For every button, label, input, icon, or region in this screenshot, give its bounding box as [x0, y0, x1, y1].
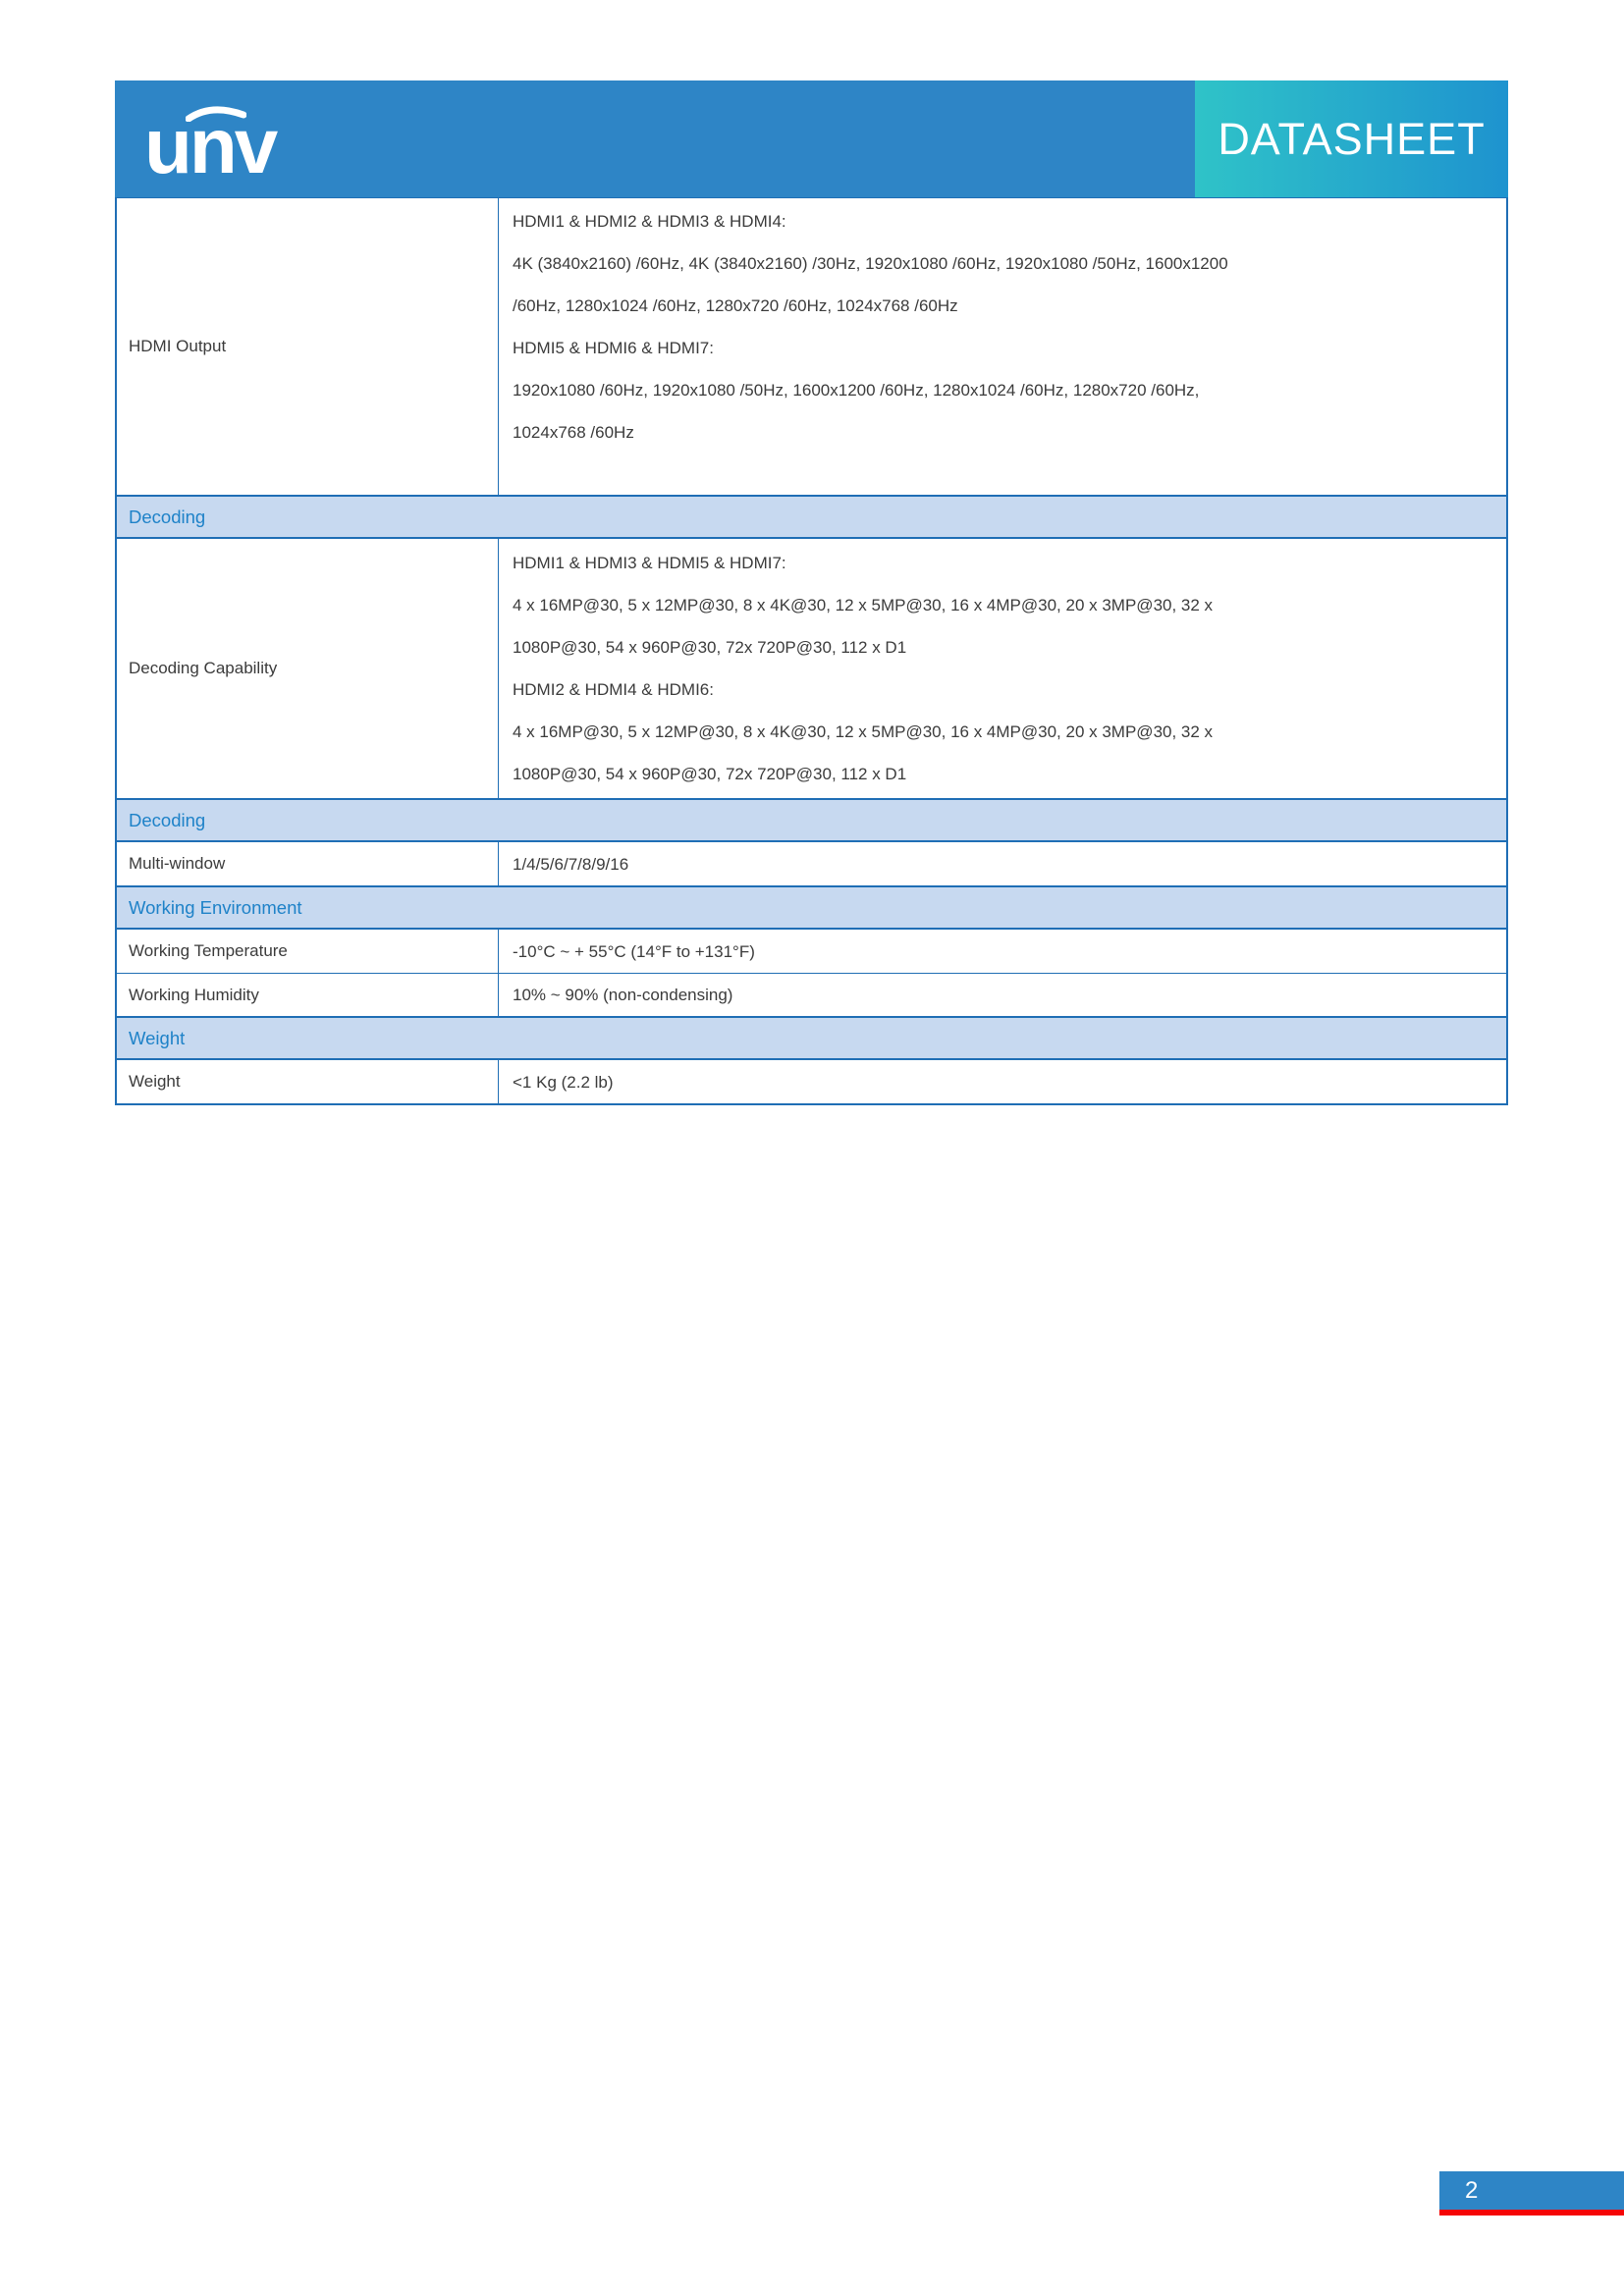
page-number: 2 [1465, 2176, 1479, 2204]
spec-value [499, 1060, 1506, 1103]
table-row-hdmi-output [117, 198, 1506, 495]
logo-arc-icon [186, 104, 246, 122]
section-label: Decoding [129, 809, 206, 830]
table-row-working-humidity [117, 973, 1506, 1016]
table-row-decoding-capability [117, 539, 1506, 798]
spec-value-line: HDMI1 & HDMI2 & HDMI3 & HDMI4: [513, 212, 786, 231]
spec-value-line: 4 x 16MP@30, 5 x 12MP@30, 8 x 4K@30, 12 x 5MP@30, 16 x 4MP@30, 20 x 3MP@30, 32 x [513, 722, 1214, 741]
spec-value-line: 1080P@30, 54 x 960P@30, 72x 720P@30, 112 x D1 [513, 638, 907, 657]
spec-label: HDMI Output [117, 198, 499, 495]
spec-value-line: HDMI2 & HDMI4 & HDMI6: [513, 680, 714, 699]
spec-label: Decoding Capability [117, 539, 499, 798]
section-header-weight [117, 1016, 1506, 1060]
spec-label: Weight [117, 1060, 499, 1103]
spec-value-line: <1 Kg (2.2 lb) [513, 1072, 614, 1092]
spec-value-line: 10% ~ 90% (non-condensing) [513, 986, 733, 1004]
spec-value-line: HDMI5 & HDMI6 & HDMI7: [513, 339, 714, 357]
spec-value [499, 198, 1506, 495]
page-number-badge [1439, 2171, 1624, 2216]
spec-value-line: 4 x 16MP@30, 5 x 12MP@30, 8 x 4K@30, 12 x 5MP@30, 16 x 4MP@30, 20 x 3MP@30, 32 x [513, 596, 1214, 614]
spec-value [499, 539, 1506, 798]
datasheet-banner [1195, 80, 1508, 198]
spec-label: Multi-window [117, 842, 499, 885]
section-label: Working Environment [129, 896, 302, 918]
spec-value-line: 4K (3840x2160) /60Hz, 4K (3840x2160) /30Hz, 1920x1080 /60Hz, 1920x1080 /50Hz, 1600x1200 [513, 254, 1228, 273]
table-row-working-temperature [117, 930, 1506, 973]
table-row-weight [117, 1060, 1506, 1103]
section-header-working-environment [117, 885, 1506, 930]
section-label: Weight [129, 1027, 186, 1048]
section-label: Decoding [129, 506, 206, 527]
spec-value-line: 1024x768 /60Hz [513, 423, 634, 442]
spec-table [115, 197, 1508, 1105]
logo-text: unv [144, 102, 276, 189]
header-band [115, 80, 1508, 198]
unv-logo [144, 80, 275, 198]
spec-value [499, 930, 1506, 973]
section-header-decoding-2 [117, 798, 1506, 842]
spec-value-line: /60Hz, 1280x1024 /60Hz, 1280x720 /60Hz, 1024x768 /60Hz [513, 296, 958, 315]
spec-value-line: -10°C ~ + 55°C (14°F to +131°F) [513, 941, 755, 961]
spec-label: Working Temperature [117, 930, 499, 973]
spec-value [499, 842, 1506, 885]
table-row-multi-window [117, 842, 1506, 885]
section-header-decoding [117, 495, 1506, 539]
spec-value [499, 974, 1506, 1016]
spec-value-line: 1920x1080 /60Hz, 1920x1080 /50Hz, 1600x1200 /60Hz, 1280x1024 /60Hz, 1280x720 /60Hz, [513, 381, 1200, 400]
spec-label: Working Humidity [117, 974, 499, 1016]
spec-value-line: 1080P@30, 54 x 960P@30, 72x 720P@30, 112 x D1 [513, 765, 907, 783]
banner-label: DATASHEET [1218, 114, 1486, 164]
spec-value-line: HDMI1 & HDMI3 & HDMI5 & HDMI7: [513, 554, 786, 572]
spec-value-line: 1/4/5/6/7/8/9/16 [513, 854, 629, 874]
